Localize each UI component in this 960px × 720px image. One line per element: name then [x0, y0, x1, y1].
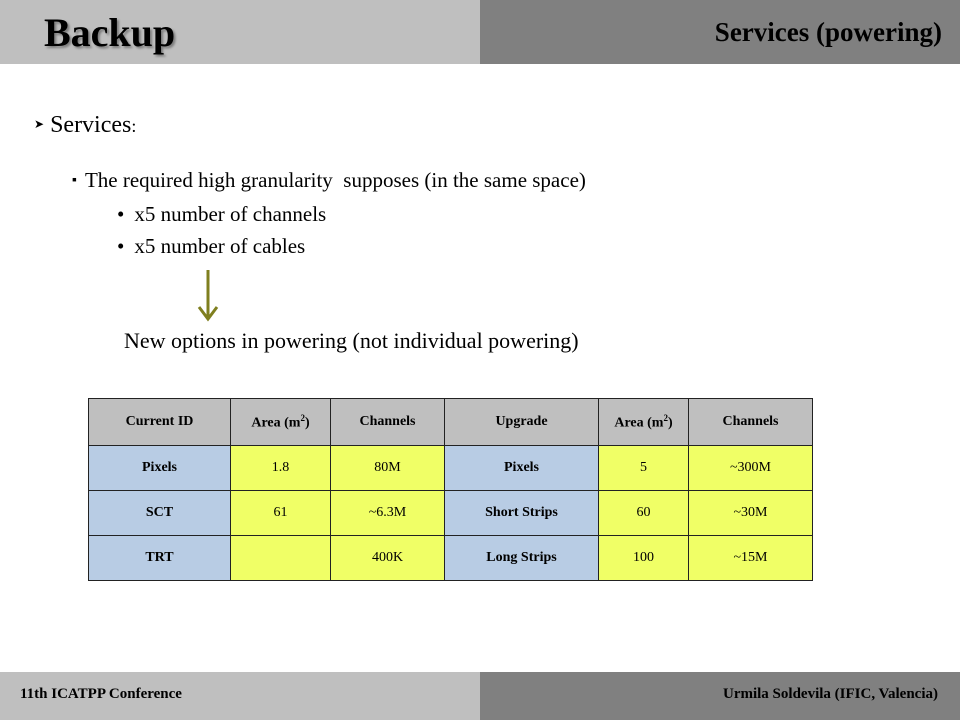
cell-current-id: SCT	[89, 491, 231, 536]
cell-channels: 400K	[331, 536, 445, 581]
arrow-bullet-icon: ➤	[34, 117, 45, 131]
cell-upgrade: Pixels	[445, 446, 599, 491]
footer-conference: 11th ICATPP Conference	[20, 686, 182, 702]
granularity-bullet	[72, 168, 586, 193]
table-row	[89, 446, 813, 491]
cell-channels: ~6.3M	[331, 491, 445, 536]
cell-area: 5	[599, 446, 689, 491]
cell-area	[231, 536, 331, 581]
powering-conclusion: New options in powering (not individual powering)	[124, 328, 579, 353]
slide-subtitle: Services (powering)	[714, 17, 942, 47]
table-row	[89, 491, 813, 536]
channels-text: x5 number of channels	[134, 202, 327, 226]
cell-channels: ~15M	[689, 536, 813, 581]
cell-area: 60	[599, 491, 689, 536]
granularity-text: The required high granularity supposes (in the same space)	[84, 168, 586, 192]
cell-upgrade: Long Strips	[445, 536, 599, 581]
cell-channels: ~300M	[689, 446, 813, 491]
cables-bullet	[117, 234, 305, 259]
cell-current-id: TRT	[89, 536, 231, 581]
cell-channels: 80M	[331, 446, 445, 491]
cell-area: 61	[231, 491, 331, 536]
header-channels-upgrade: Channels	[689, 399, 813, 446]
header-channels-current: Channels	[331, 399, 445, 446]
down-arrow-icon	[196, 270, 220, 322]
header-area-upgrade: Area $(m^2)$	[599, 399, 689, 446]
header-upgrade: Upgrade	[445, 399, 599, 446]
header-current-id: Current ID	[89, 399, 231, 446]
dot-bullet-icon: •	[117, 202, 125, 226]
cell-channels: ~30M	[689, 491, 813, 536]
square-bullet-icon: ▪	[72, 173, 77, 188]
cell-current-id: Pixels	[89, 446, 231, 491]
slide-title: Backup	[44, 10, 176, 55]
cell-area: 1.8	[231, 446, 331, 491]
table-row	[89, 536, 813, 581]
cell-area: 100	[599, 536, 689, 581]
services-colon: :	[131, 116, 137, 136]
services-table	[88, 398, 813, 581]
cell-upgrade: Short Strips	[445, 491, 599, 536]
channels-bullet	[117, 202, 326, 227]
cables-text: x5 number of cables	[134, 234, 306, 258]
table-header-row	[89, 399, 813, 446]
footer-author: Urmila Soldevila (IFIC, Valencia)	[722, 686, 938, 702]
header-area-current: Area $(m^2)$	[231, 399, 331, 446]
services-label: Services	[50, 112, 132, 138]
services-bullet	[34, 112, 136, 139]
dot-bullet-icon: •	[117, 234, 125, 258]
